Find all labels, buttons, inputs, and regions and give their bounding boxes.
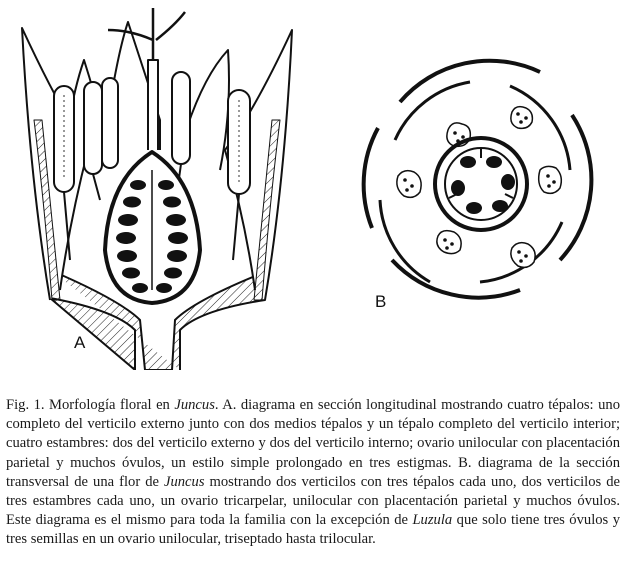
caption-genus-juncus-2: Juncus — [163, 473, 205, 490]
transverse-section-diagram — [364, 61, 592, 298]
panel-label-a: A — [74, 333, 86, 352]
stamen-locules — [403, 112, 556, 263]
anther-2 — [84, 82, 102, 174]
ovary-ovules — [451, 156, 515, 214]
stamens — [397, 107, 561, 268]
style — [148, 60, 158, 150]
panel-label-b: B — [375, 292, 387, 311]
longitudinal-section-diagram — [22, 8, 292, 370]
caption-genus-juncus-1: Juncus — [174, 397, 215, 413]
anther-3 — [102, 78, 118, 168]
caption-part-2: mostrando dos verticilos con tres tépalos cada uno, dos verticilos de tres estambres cada uno, un ovario tricarpelar, unilocular con placentación parietal y muchos óvulos. Este diagrama es el mismo para toda la familia con la excepción de — [6, 473, 620, 529]
caption-genus-luzula: Luzula — [412, 512, 453, 529]
figure-caption — [6, 396, 620, 550]
anther-4 — [172, 72, 190, 164]
caption-prefix: Fig. 1. Morfología floral en — [6, 397, 175, 413]
caption-part-1: . A. diagrama en sección longitudinal mostrando cuatro tépalos: uno completo del verticilo externo junto con dos medios tépalos y un tépalo completo del verticilo interior; cuatro estambres: dos del verticilo externo y dos del verticilo interno; ovario unilocular con placentación parietal y muchos óvulos, un estilo simple prolongado en tres estigmas. B. diagrama de la sección transversal de una flor de — [6, 397, 620, 490]
caption-part-3: que solo tiene tres óvulos y tres semillas en un ovario unilocular, triseptado hasta trilocular. — [6, 512, 620, 548]
